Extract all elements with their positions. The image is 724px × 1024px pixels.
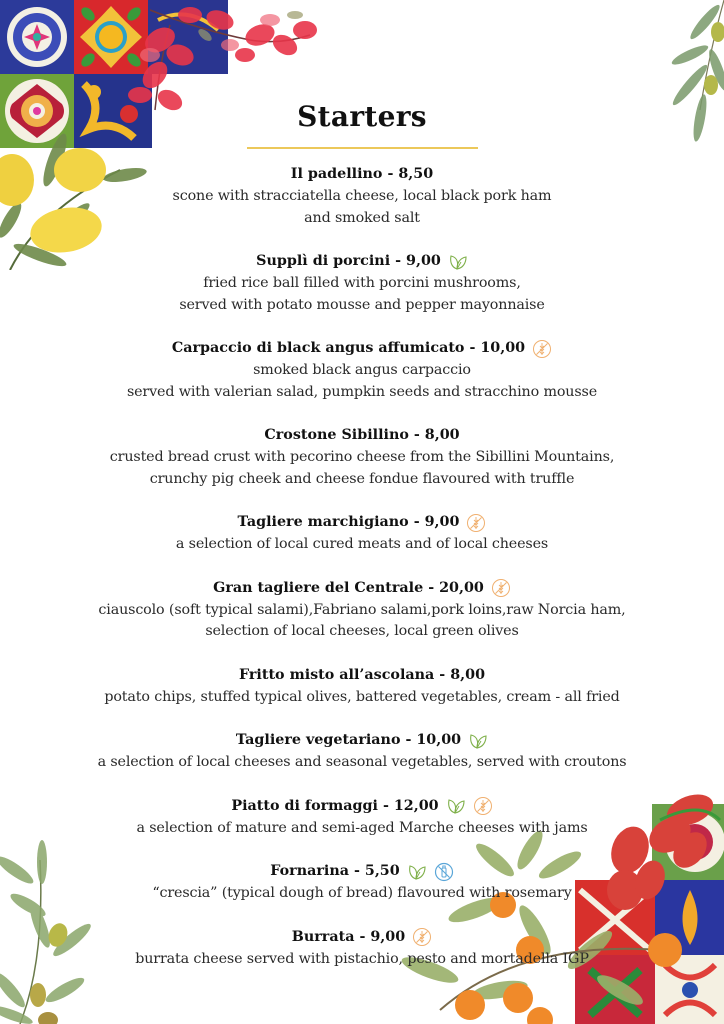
tile-blue-flower-icon (0, 0, 74, 74)
menu-item-description: ciauscolo (soft typical salami),Fabriano salami,pork loins,raw Norcia ham, (98, 601, 626, 618)
menu-list (0, 163, 724, 991)
menu-item-header (292, 926, 432, 949)
gluten-free-icon (532, 339, 552, 359)
menu-item-name-price: Tagliere vegetariano - 10,00 (235, 732, 462, 748)
gluten-free-icon (473, 796, 493, 816)
menu-item (0, 511, 724, 556)
menu-item-header (264, 424, 459, 447)
leaf-icon (407, 862, 427, 882)
title-divider (247, 147, 478, 149)
menu-item-name-price: Fritto misto all’ascolana - 8,00 (238, 666, 486, 683)
menu-item-description: burrata cheese served with pistachio, pesto and mortadella IGP (135, 950, 589, 967)
menu-item-header (291, 163, 433, 186)
olive-branch-top-right-icon (660, 0, 724, 160)
menu-item-header (238, 511, 487, 534)
menu-item-description: a selection of local cured meats and of local cheeses (175, 536, 549, 552)
menu-item-description: “crescia” (typical dough of bread) flavoured with rosemary (152, 885, 572, 901)
gluten-free-icon (466, 513, 486, 533)
menu-item (0, 163, 724, 229)
menu-item-description: smoked black angus carpaccio (253, 362, 471, 378)
menu-item (0, 664, 724, 709)
menu-item-name-price: Crostone Sibillino - 8,00 (264, 427, 460, 443)
menu-item-description: and smoked salt (304, 209, 420, 226)
menu-item-description: crunchy pig cheek and cheese fondue flavoured with truffle (149, 470, 575, 487)
leaf-icon (448, 252, 468, 272)
menu-item (0, 337, 724, 403)
gluten-free-icon (412, 927, 432, 947)
menu-item-description: scone with stracciatella cheese, local black pork ham (172, 188, 552, 204)
menu-item-name-price: Tagliere marchigiano - 9,00 (237, 514, 460, 530)
menu-item (0, 424, 724, 490)
menu-item-description: a selection of local cheeses and seasonal vegetables, served with croutons (97, 754, 627, 770)
menu-item-header (231, 795, 492, 818)
menu-item-header (239, 664, 485, 687)
menu-item (0, 250, 724, 316)
menu-item-name-price: Burrata - 9,00 (291, 928, 406, 945)
menu-item-header (213, 577, 511, 600)
menu-item-name-price: Il padellino - 8,50 (290, 166, 434, 182)
menu-item-description: potato chips, stuffed typical olives, battered vegetables, cream - all fried (104, 688, 620, 705)
menu-item-description: fried rice ball filled with porcini mushrooms, (203, 275, 521, 291)
menu-item-description: served with potato mousse and pepper mayonnaise (179, 296, 545, 313)
menu-item (0, 860, 724, 905)
leaf-icon (468, 731, 488, 751)
menu-item-name-price: Supplì di porcini - 9,00 (256, 253, 441, 269)
menu-item-name-price: Carpaccio di black angus affumicato - 10,00 (171, 340, 526, 356)
menu-item-name-price: Gran tagliere del Centrale - 20,00 (213, 579, 484, 596)
gluten-free-icon (491, 578, 511, 598)
menu-item (0, 577, 724, 643)
lactose-free-icon (434, 862, 454, 882)
menu-item-header (270, 860, 453, 883)
page-title: Starters (297, 100, 427, 133)
menu-item (0, 926, 724, 971)
menu-item-description: a selection of mature and semi-aged Marche cheeses with jams (136, 819, 588, 836)
menu-item-name-price: Fornarina - 5,50 (270, 863, 400, 879)
menu-item-header (256, 250, 468, 273)
menu-item-description: crusted bread crust with pecorino cheese from the Sibillini Mountains, (109, 449, 615, 465)
leaf-icon (446, 796, 466, 816)
menu-item-description: selection of local cheeses, local green olives (205, 623, 519, 639)
menu-item-header (236, 729, 488, 752)
menu-item (0, 795, 724, 840)
menu-item-name-price: Piatto di formaggi - 12,00 (231, 797, 439, 814)
menu-item (0, 729, 724, 774)
menu-item-description: served with valerian salad, pumpkin seeds and stracchino mousse (126, 383, 598, 400)
menu-item-header (172, 337, 552, 360)
